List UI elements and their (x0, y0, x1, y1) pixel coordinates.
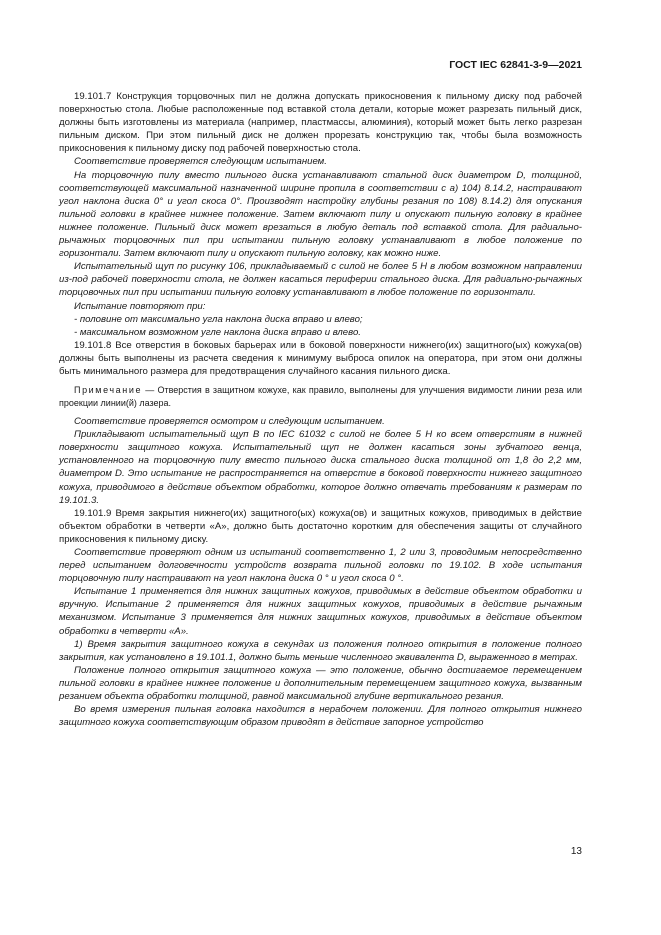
document-header: ГОСТ IEC 62841-3-9—2021 (449, 59, 582, 71)
paragraph: Соответствие проверяют одним из испытаний соответственно 1, 2 или 3, проводимым непосредственно перед испытанием долговечности устройств возврата пильной головки по 19.102. В ходе испытания торцовочную пилу настраивают на угол наклона диска 0 ° и угол скоса 0 °. (59, 547, 582, 585)
paragraph: Испытательный щуп по рисунку 106, прикладываемый с силой не более 5 Н в любом возможном направлении из-под рабочей поверхности стола, не должен касаться периферии стального диска. Для радиально-рычажных торцовочных пил при испытании пильную головку устанавливают в любое положение по горизонтали. (59, 261, 582, 299)
paragraph: Положение полного открытия защитного кожуха — это положение, обычно достигаемое перемещением пильной головки в крайнее нижнее положение и дополнительным перемещением защитного кожуха, вызванным резанием объекта обработки толщиной, равной максимальной глубине вертикального резания. (59, 664, 582, 703)
paragraph: Испытание повторяют при: (74, 300, 206, 312)
paragraph: Соответствие проверяется осмотром и следующим испытанием. (74, 416, 385, 428)
paragraph: Соответствие проверяется следующим испытанием. (74, 156, 327, 168)
paragraph: 1) Время закрытия защитного кожуха в секундах из положения полного открытия в положение полного закрытия, как установлено в 19.101.1, должно быть меньше численного эквивалента D, выраженного в метрах. (59, 638, 582, 663)
paragraph: 19.101.7 Конструкция торцовочных пил не должна допускать прикосновения к пильному диску под рабочей поверхностью стола. Любые расположенные под вставкой стола детали, которые может разрезать пильный диск, должны быть изготовлены из материала (например, пластмассы, алюминия), который может быть легко разрезан пильным диском. При этом пильный диск не должен прорезать конструкцию так, чтобы была возможность прикосновения к пильному диску под рабочей поверхностью стола. (59, 91, 582, 155)
paragraph: Испытание 1 применяется для нижних защитных кожухов, приводимых в действие объектом обработки и вручную. Испытание 2 применяется для нижних защитных кожухов, приводимых в действие рычажным механизмом. Испытание 3 применяется для нижних защитных кожухов, приводимых в действие объектом обработки в четверти «А». (59, 586, 582, 637)
page-number: 13 (570, 846, 582, 857)
list-item: - максимальном возможном угле наклона диска вправо и влево. (74, 326, 361, 338)
paragraph: На торцовочную пилу вместо пильного диска устанавливают стальной диск диаметром D, толщиной, соответствующей максимальной назначенной ширине пропила в соответствии с а) 104) 8.14.2, настраивают угол наклона диска 0° и угол скоса 0°. Производят настройку глубины резания по 108) 8.14.2) для опускания пильной головки в крайнее нижнее положение. Затем включают пилу и опускают пильную головку в крайнее нижнее положение. Пильный диск может врезаться в любую деталь под вставкой стола. Для радиально-рычажных торцовочных пил при испытании пильную головку устанавливают в любое положение по горизонтали. Затем включают пилу и опускают пильную головку, как можно ниже. (59, 169, 582, 260)
page-body (59, 90, 582, 729)
paragraph: Во время измерения пильная головка находится в нерабочем положении. Для полного открытия нижнего защитного кожуха соответствующим образом приводят в действие запорное устройство (59, 704, 582, 729)
note-text: — Отверстия в защитном кожухе, как правило, выполнены для улучшения видимости линии реза или проекции линии(й) лазера. (59, 385, 582, 408)
note (59, 384, 582, 409)
paragraph: 19.101.8 Все отверстия в боковых барьерах или в боковой поверхности нижнего(их) защитного(ых) кожуха(ов) должны быть выполнены из расчета сведения к минимуму выброса опилок на оператора, при этом они должны быть минимального размера для предотвращения случайного касания пильного диска. (59, 339, 582, 377)
note-label: Примечание (74, 385, 143, 396)
paragraph: 19.101.9 Время закрытия нижнего(их) защитного(ых) кожуха(ов) и защитных кожухов, приводимых в действие объектом обработки в четверти «А», должно быть достаточно коротким для обеспечения защиты от случайного прикосновения к пильному диску. (59, 507, 582, 545)
paragraph: Прикладывают испытательный щуп B по IEC 61032 с силой не более 5 Н ко всем отверстиям в нижней поверхности защитного кожуха. Испытательный щуп не должен касаться зоны зубчатого венца, установленного на торцовочную пилу вместо пильного диска стального диска толщиной от 1,8 до 2,2 мм, диаметром D. Это испытание не распространяется на отверстие в боковой поверхности нижнего защитного кожуха, приводимого в действие объектом обработки, которое должно отвечать требованиям к размерам по 19.101.3. (59, 429, 582, 506)
list-item: - половине от максимально угла наклона диска вправо и влево; (74, 313, 363, 325)
